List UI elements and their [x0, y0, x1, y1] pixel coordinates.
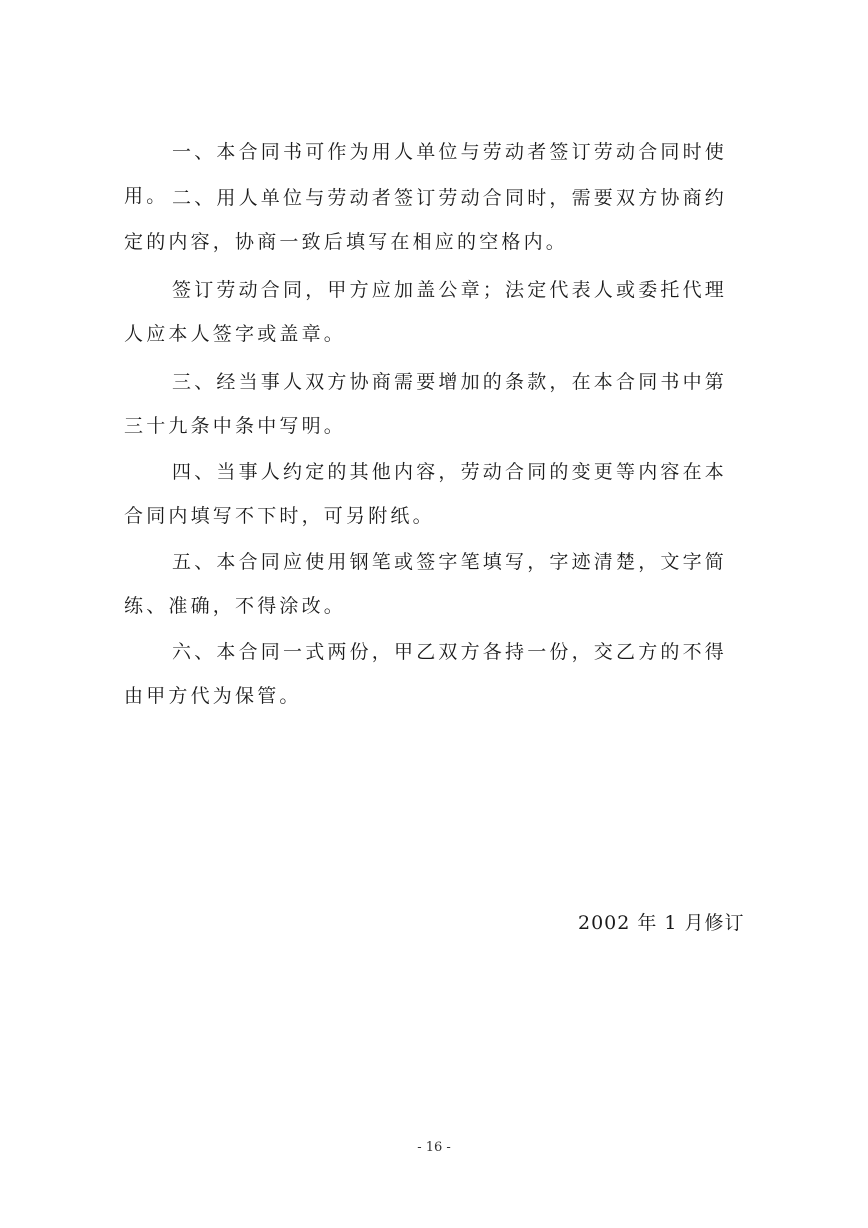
instruction-paragraph-6: 五、本合同应使用钢笔或签字笔填写，字迹清楚，文字简练、准确，不得涂改。 — [124, 551, 728, 617]
instruction-paragraph-7: 六、本合同一式两份，甲乙双方各持一份，交乙方的不得由甲方代为保管。 — [124, 641, 728, 707]
instruction-paragraph-5: 四、当事人约定的其他内容，劳动合同的变更等内容在本合同内填写不下时，可另附纸。 — [124, 461, 728, 527]
instruction-paragraph-2: 二、用人单位与劳动者签订劳动合同时，需要双方协商约定的内容，协商一致后填写在相应的空格内。 — [124, 187, 728, 253]
revision-note: 2002 年 1 月修订 — [578, 912, 745, 934]
instruction-paragraph-3: 签订劳动合同，甲方应加盖公章；法定代表人或委托代理人应本人签字或盖章。 — [124, 279, 728, 345]
instruction-paragraph-1: 一、本合同书可作为用人单位与劳动者签订劳动合同时使用。 — [124, 141, 728, 207]
instruction-paragraph-4: 三、经当事人双方协商需要增加的条款，在本合同书中第三十九条中条中写明。 — [124, 371, 728, 437]
page-number: - 16 - — [417, 1140, 451, 1155]
